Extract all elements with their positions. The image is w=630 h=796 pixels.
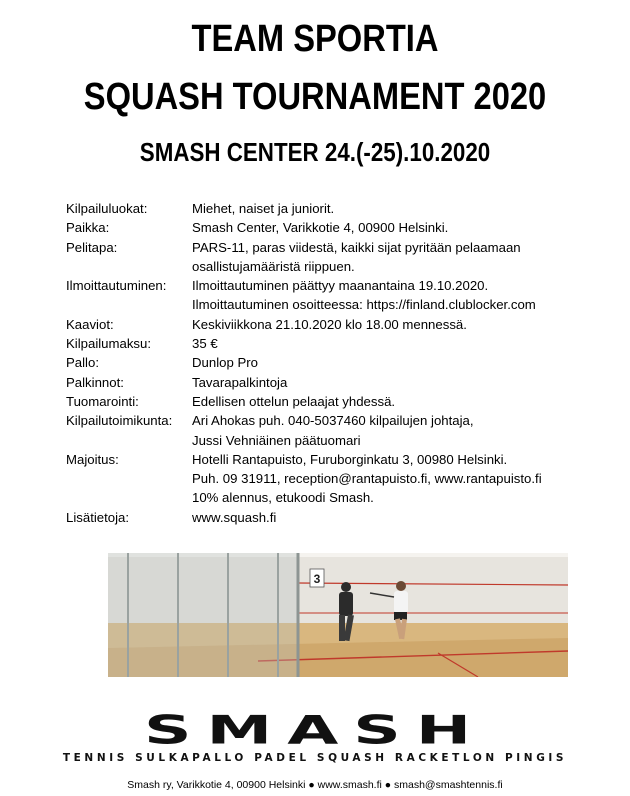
info-value: 10% alennus, etukoodi Smash. bbox=[192, 490, 374, 506]
info-row bbox=[66, 450, 586, 469]
info-value: 35 € bbox=[192, 336, 218, 352]
info-row bbox=[66, 257, 586, 276]
subtitle-venue-date: SMASH CENTER 24.(-25).10.2020 bbox=[139, 137, 491, 167]
footer-contact: Smash ry, Varikkotie 4, 00900 Helsinki ● www.smash.fi ● smash@smashtennis.fi bbox=[127, 779, 503, 791]
info-label: Kilpailumaksu: bbox=[66, 336, 152, 352]
info-row bbox=[66, 392, 586, 411]
info-label: Majoitus: bbox=[66, 451, 119, 467]
info-value: Ari Ahokas puh. 040-5037460 kilpailujen johtaja, bbox=[192, 413, 474, 429]
info-value: Hotelli Rantapuisto, Furuborginkatu 3, 00980 Helsinki. bbox=[192, 451, 508, 467]
info-row bbox=[66, 199, 586, 218]
info-value: osallistujamääristä riippuen. bbox=[192, 258, 355, 274]
info-value: Jussi Vehniäinen päätuomari bbox=[192, 432, 361, 448]
info-value: Puh. 09 31911, reception@rantapuisto.fi, www.rantapuisto.fi bbox=[192, 471, 542, 487]
smash-tagline: TENNIS SULKAPALLO PADEL SQUASH RACKETLON PINGIS bbox=[62, 752, 568, 764]
info-value: Dunlop Pro bbox=[192, 355, 258, 371]
info-label bbox=[66, 257, 192, 276]
info-row bbox=[66, 238, 586, 257]
info-row bbox=[66, 276, 586, 295]
info-label: Paikka: bbox=[66, 220, 110, 236]
info-label: Tuomarointi: bbox=[66, 393, 139, 409]
info-row bbox=[66, 508, 586, 527]
squash-court-photo bbox=[108, 553, 568, 677]
info-row bbox=[66, 334, 586, 353]
info-row bbox=[66, 295, 586, 314]
info-label bbox=[66, 469, 192, 488]
info-label bbox=[66, 295, 192, 314]
info-label: Pelitapa: bbox=[66, 239, 118, 255]
tournament-info bbox=[66, 199, 586, 527]
info-label: Kilpailutoimikunta: bbox=[66, 413, 173, 429]
smash-logo-word: SMASH bbox=[143, 707, 487, 754]
info-label: Lisätietoja: bbox=[66, 509, 130, 525]
title-squash-tournament: SQUASH TOURNAMENT 2020 bbox=[83, 76, 547, 118]
info-label: Kaaviot: bbox=[66, 316, 114, 332]
court-number-sign: 3 bbox=[313, 572, 321, 586]
info-label: Kilpailuluokat: bbox=[66, 201, 148, 216]
info-value: Ilmoittautuminen osoitteessa: https://finland.clublocker.com bbox=[192, 297, 536, 313]
info-row bbox=[66, 411, 586, 430]
info-label bbox=[66, 488, 192, 507]
info-row bbox=[66, 488, 586, 507]
info-value: www.squash.fi bbox=[192, 509, 277, 525]
squash-court-illustration bbox=[108, 553, 568, 677]
info-value: PARS-11, paras viidestä, kaikki sijat pyritään pelaamaan bbox=[192, 239, 521, 255]
info-value: Smash Center, Varikkotie 4, 00900 Helsinki. bbox=[192, 220, 449, 236]
info-label: Pallo: bbox=[66, 355, 99, 371]
info-label: Palkinnot: bbox=[66, 374, 124, 390]
info-value: Tavarapalkintoja bbox=[192, 374, 288, 390]
title-team-sportia: TEAM SPORTIA bbox=[191, 18, 439, 60]
info-value: Keskiviikkona 21.10.2020 klo 18.00 mennessä. bbox=[192, 316, 467, 332]
info-value: Miehet, naiset ja juniorit. bbox=[192, 201, 335, 216]
info-value: Edellisen ottelun pelaajat yhdessä. bbox=[192, 393, 396, 409]
info-row bbox=[66, 373, 586, 392]
smash-logo bbox=[0, 705, 630, 756]
info-row bbox=[66, 431, 586, 450]
info-row bbox=[66, 469, 586, 488]
info-row bbox=[66, 218, 586, 237]
info-label: Ilmoittautuminen: bbox=[66, 278, 167, 294]
info-row bbox=[66, 353, 586, 372]
info-row bbox=[66, 315, 586, 334]
info-value: Ilmoittautuminen päättyy maanantaina 19.10.2020. bbox=[192, 278, 489, 294]
info-label bbox=[66, 431, 192, 450]
